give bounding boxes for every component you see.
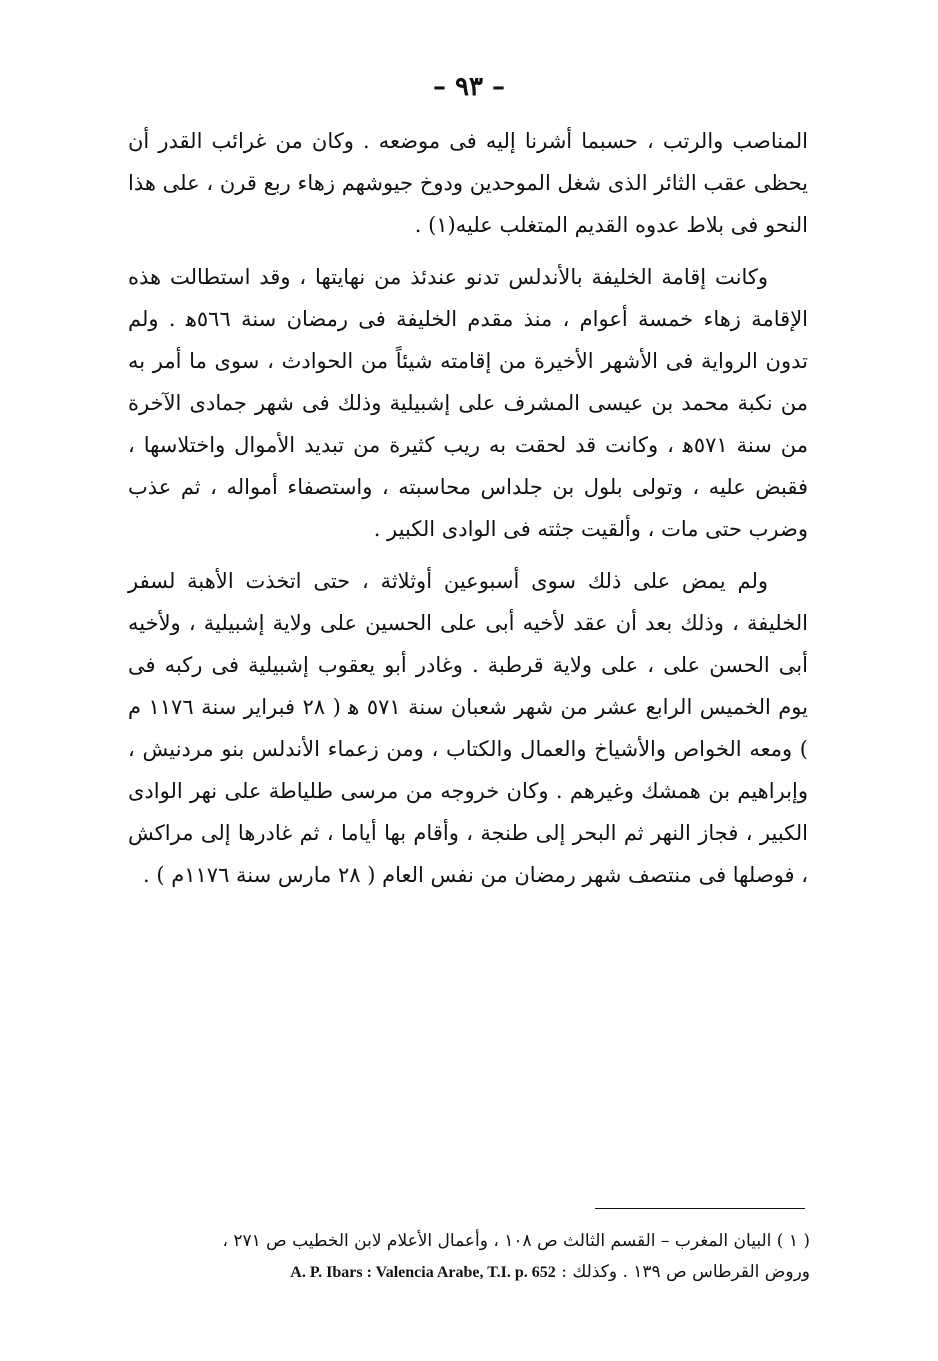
footnote-arabic-text: وروض القرطاس ص ١٣٩ . وكذلك : [561,1262,810,1282]
footnote-divider [595,1208,805,1209]
footnotes [128,1226,810,1288]
paragraph: وكانت إقامة الخليفة بالأندلس تدنو عندئذ من نهايتها ، وقد استطالت هذه الإقامة زهاء خمسة أعوام ، منذ مقدم الخليفة فى رمضان سنة ٥٦٦ﻫ . ولم تدون الرواية فى الأشهر الأخيرة من إقامته شيئاً من الحوادث ، سوى ما أمر به من نكبة محمد بن عيسى المشرف على إشبيلية وذلك فى شهر جمادى الآخرة من سنة ٥٧١ﻫ ، وكانت قد لحقت به ريب كثيرة من تبديد الأموال واختلاسها ، فقبض عليه ، وتولى بلول بن جلداس محاسبته ، واستصفاء أمواله ، ثم عذب وضرب حتى مات ، وألقيت جثته فى الوادى الكبير . [128,265,809,541]
footnote-line: ( ١ ) البيان المغرب – القسم الثالث ص ١٠٨ ، وأعمال الأعلام لابن الخطيب ص ٢٧١ ، [222,1231,810,1251]
page-number: – ٩٣ – [432,72,506,102]
main-text [128,120,808,896]
paragraph: المناصب والرتب ، حسبما أشرنا إليه فى موضعه . وكان من غرائب القدر أن يحظى عقب الثائر الذى شغل الموحدين ودوخ جيوشهم زهاء ربع قرن ، على هذا النحو فى بلاط عدوه القديم المتغلب عليه(١) . [128,129,808,237]
footnote-latin-reference: A. P. Ibars : Valencia Arabe, T.I. p. 652 [290,1264,556,1281]
footnote-line [128,1257,810,1288]
paragraph: ولم يمض على ذلك سوى أسبوعين أوثلاثة ، حتى اتخذت الأهبة لسفر الخليفة ، وذلك بعد أن عقد لأخيه أبى على الحسين على ولاية إشبيلية ، ولأخيه أبى الحسن على ، على ولاية قرطبة . وغادر أبو يعقوب إشبيلية فى ركبه فى يوم الخميس الرابع عشر من شهر شعبان سنة ٥٧١ ﻫ ( ٢٨ فبراير سنة ١١٧٦ م ) ومعه الخواص والأشياخ والعمال والكتاب ، ومن زعماء الأندلس بنو مردنيش ، وإبراهيم بن همشك وغيرهم . وكان خروجه من مرسى طلياطة على نهر الوادى الكبير ، فجاز النهر ثم البحر إلى طنجة ، وأقام بها أياما ، ثم غادرها إلى مراكش ، فوصلها فى منتصف شهر رمضان من نفس العام ( ٢٨ مارس سنة ١١٧٦م ) . [128,569,808,887]
